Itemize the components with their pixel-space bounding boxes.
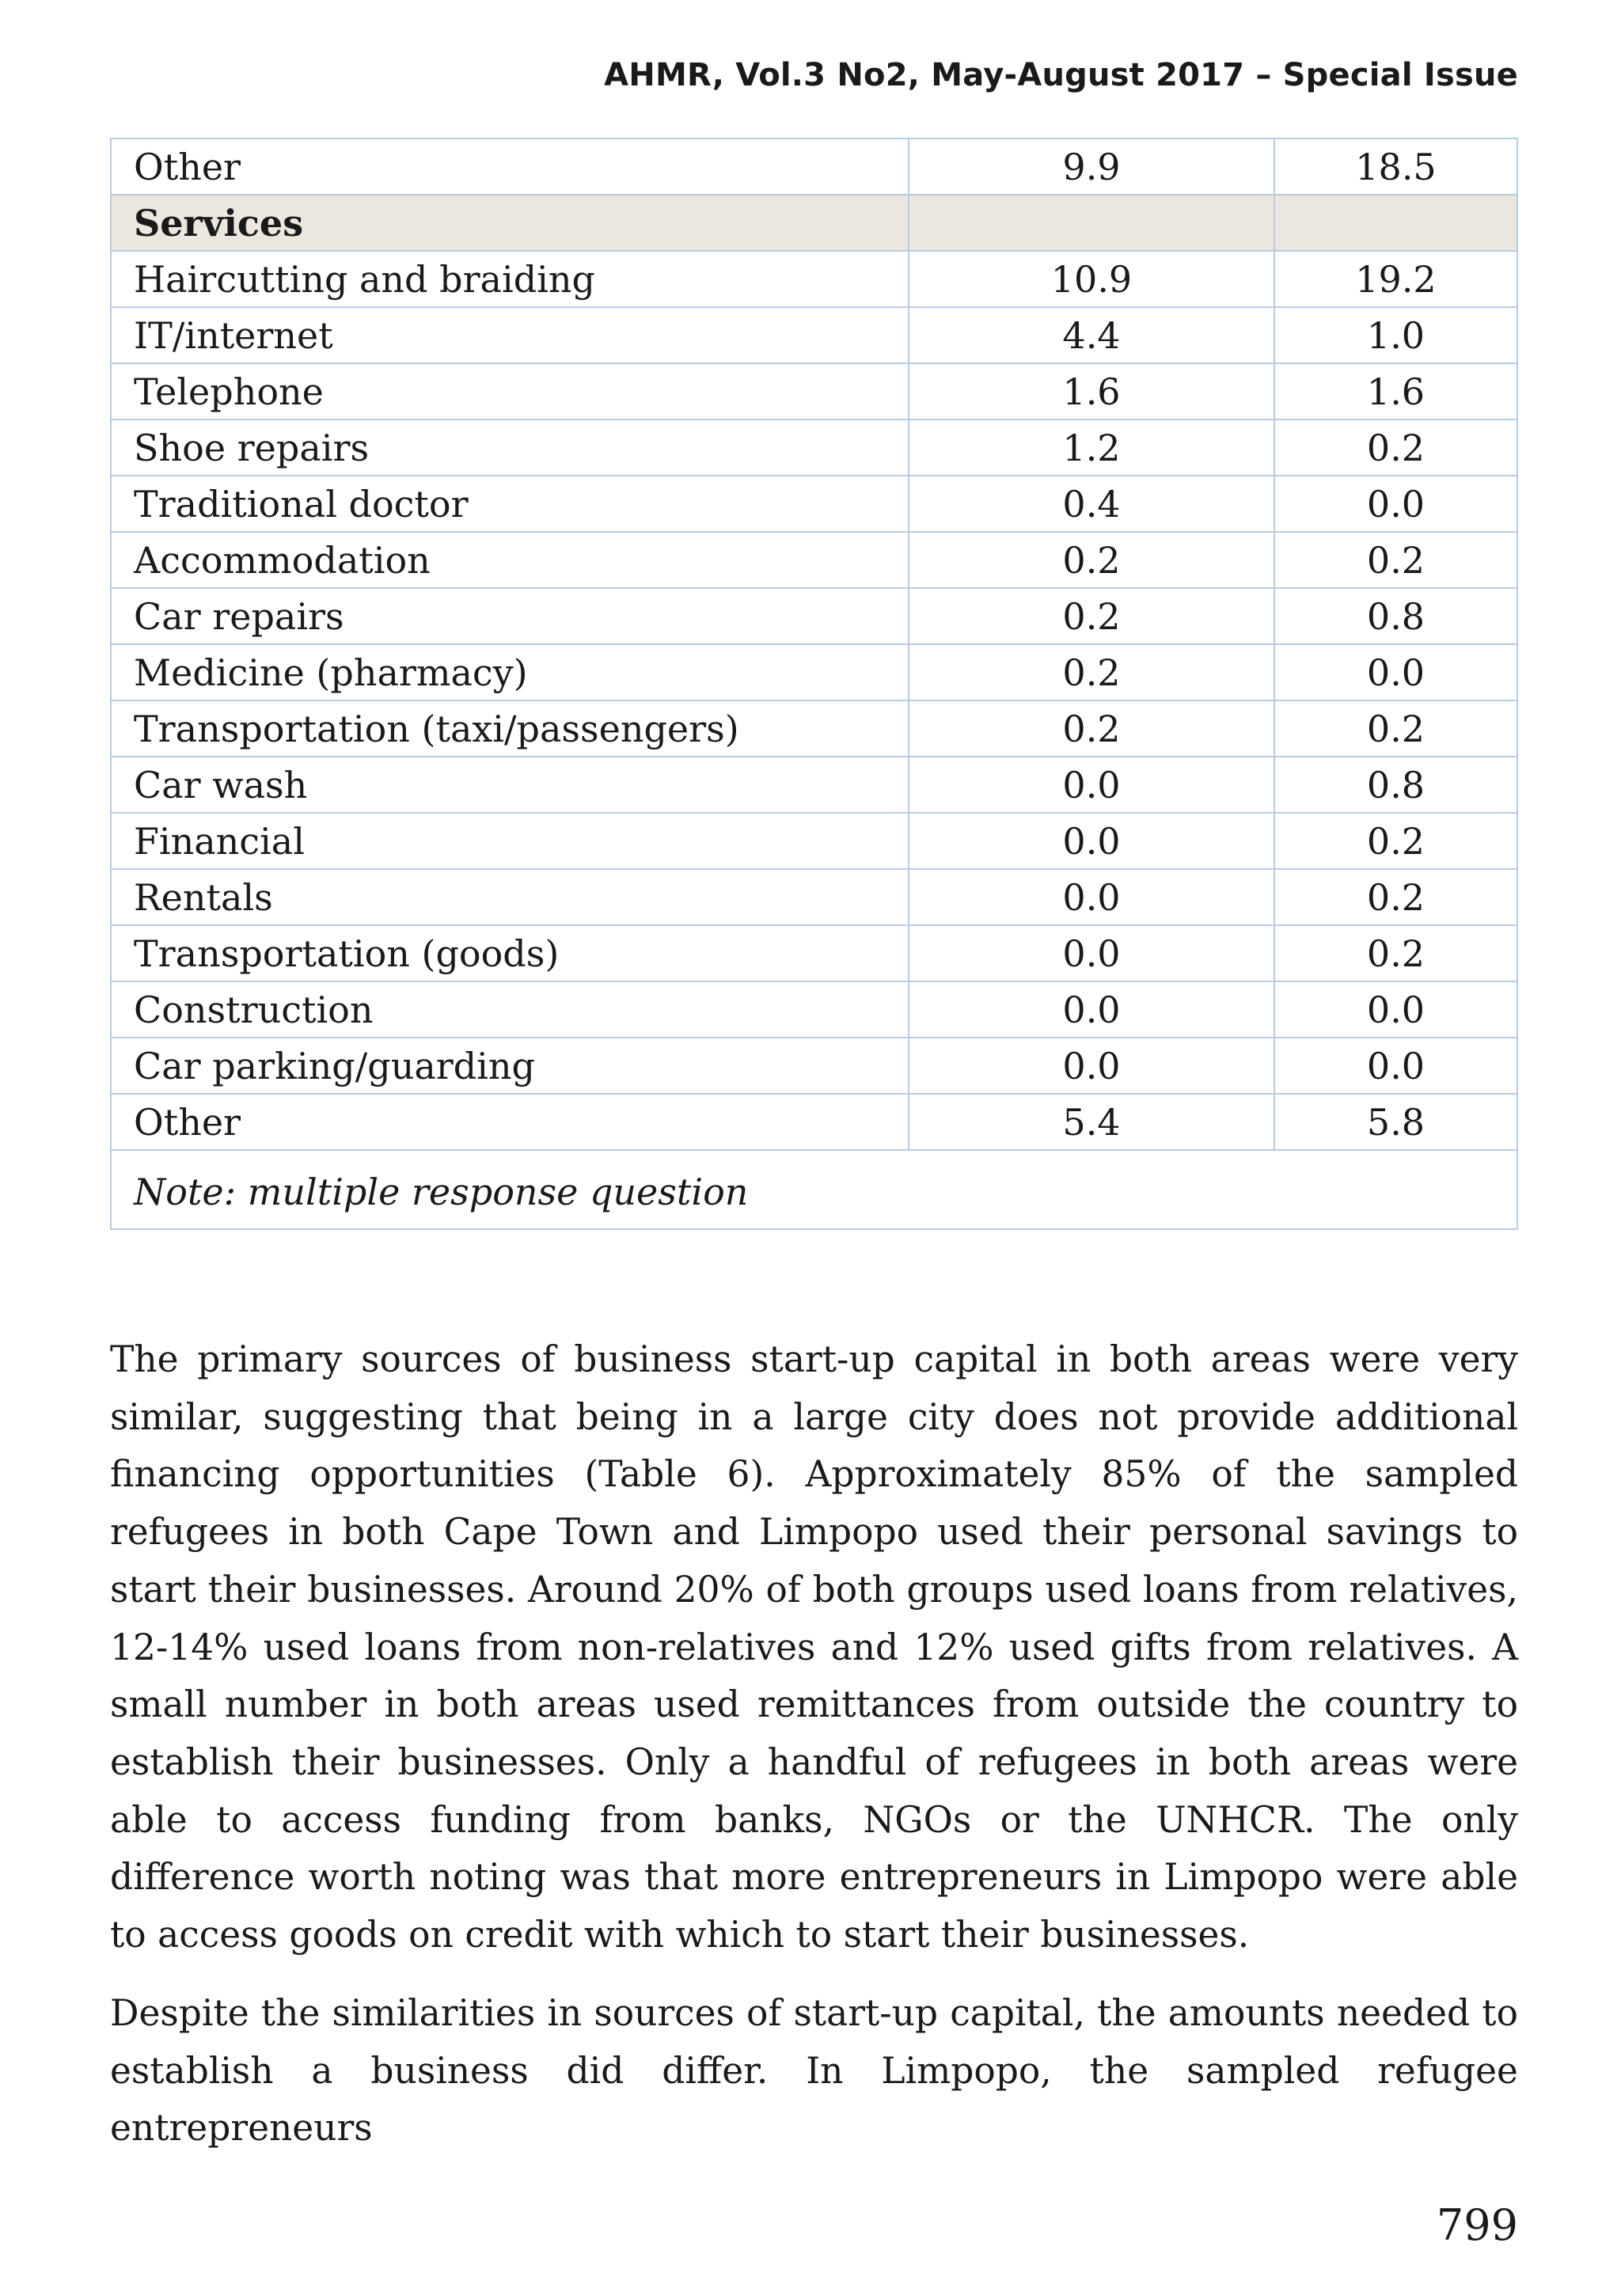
row-label: Construction xyxy=(111,981,909,1038)
value-col-2: 0.2 xyxy=(1274,869,1517,925)
value-col-1: 0.0 xyxy=(909,981,1274,1038)
row-label: Services xyxy=(111,195,909,251)
value-col-1: 5.4 xyxy=(909,1094,1274,1150)
value-col-2: 1.0 xyxy=(1274,307,1517,363)
running-header: AHMR, Vol.3 No2, May-August 2017 – Special Issue xyxy=(604,57,1518,93)
value-col-1: 0.0 xyxy=(909,869,1274,925)
value-col-1: 10.9 xyxy=(909,251,1274,307)
value-col-1: 4.4 xyxy=(909,307,1274,363)
services-table xyxy=(110,138,1518,1230)
table-row xyxy=(111,251,1517,307)
row-label: Telephone xyxy=(111,363,909,419)
value-col-2: 0.0 xyxy=(1274,476,1517,532)
value-col-2 xyxy=(1274,195,1517,251)
row-label: Traditional doctor xyxy=(111,476,909,532)
value-col-2: 18.5 xyxy=(1274,139,1517,195)
row-label: Financial xyxy=(111,813,909,869)
value-col-1: 0.2 xyxy=(909,588,1274,644)
value-col-1: 0.2 xyxy=(909,644,1274,700)
value-col-1: 0.2 xyxy=(909,532,1274,588)
row-label: Other xyxy=(111,1094,909,1150)
table-row xyxy=(111,307,1517,363)
row-label: Shoe repairs xyxy=(111,419,909,476)
value-col-2: 0.0 xyxy=(1274,981,1517,1038)
value-col-1: 1.2 xyxy=(909,419,1274,476)
value-col-2: 0.8 xyxy=(1274,757,1517,813)
table-row xyxy=(111,981,1517,1038)
table-row xyxy=(111,419,1517,476)
table-row xyxy=(111,813,1517,869)
row-label: Transportation (taxi/passengers) xyxy=(111,700,909,757)
row-label: Haircutting and braiding xyxy=(111,251,909,307)
row-label: IT/internet xyxy=(111,307,909,363)
table-row xyxy=(111,869,1517,925)
value-col-2: 5.8 xyxy=(1274,1094,1517,1150)
value-col-1 xyxy=(909,195,1274,251)
row-label: Rentals xyxy=(111,869,909,925)
table-row xyxy=(111,139,1517,195)
body-paragraph-1: The primary sources of business start-up capital in both areas were very similar, suggesting that being in a large city does not provide additional financing opportunities (Table 6). Approximately 85% of the sampled refugees in both Cape Town and Limpopo used their personal savings to start their businesses. Around 20% of both groups used loans from relatives, 12-14% used loans from non-relatives and 12% used gifts from relatives. A small number in both areas used remittances from outside the country to establish their businesses. Only a handful of refugees in both areas were able to access funding from banks, NGOs or the UNHCR. The only difference worth noting was that more entrepreneurs in Limpopo were able to access goods on credit with which to start their businesses. xyxy=(110,1338,1518,1956)
value-col-1: 0.0 xyxy=(909,1038,1274,1094)
table-row xyxy=(111,925,1517,981)
table-row xyxy=(111,644,1517,700)
row-label: Car wash xyxy=(111,757,909,813)
value-col-2: 0.0 xyxy=(1274,1038,1517,1094)
value-col-2: 0.2 xyxy=(1274,813,1517,869)
value-col-1: 0.0 xyxy=(909,813,1274,869)
table-note: Note: multiple response question xyxy=(111,1150,1517,1229)
value-col-2: 0.2 xyxy=(1274,925,1517,981)
row-label: Accommodation xyxy=(111,532,909,588)
value-col-1: 0.0 xyxy=(909,757,1274,813)
table-note-row xyxy=(111,1150,1517,1229)
body-paragraph-2: Despite the similarities in sources of start-up capital, the amounts needed to establish a business did differ. In Limpopo, the sampled refugee entrepreneurs xyxy=(110,1992,1518,2150)
value-col-2: 0.2 xyxy=(1274,532,1517,588)
value-col-1: 0.2 xyxy=(909,700,1274,757)
value-col-1: 0.0 xyxy=(909,925,1274,981)
row-label: Transportation (goods) xyxy=(111,925,909,981)
row-label: Medicine (pharmacy) xyxy=(111,644,909,700)
value-col-1: 1.6 xyxy=(909,363,1274,419)
row-label: Car repairs xyxy=(111,588,909,644)
value-col-1: 0.4 xyxy=(909,476,1274,532)
table-body xyxy=(111,139,1517,1229)
table-row xyxy=(111,700,1517,757)
table-row xyxy=(111,757,1517,813)
table-row xyxy=(111,588,1517,644)
table-row xyxy=(111,476,1517,532)
row-label: Car parking/guarding xyxy=(111,1038,909,1094)
page-number: 799 xyxy=(1436,2200,1518,2250)
table-row xyxy=(111,1094,1517,1150)
value-col-2: 19.2 xyxy=(1274,251,1517,307)
table-row xyxy=(111,532,1517,588)
row-label: Other xyxy=(111,139,909,195)
value-col-2: 0.0 xyxy=(1274,644,1517,700)
value-col-2: 0.2 xyxy=(1274,700,1517,757)
value-col-2: 0.8 xyxy=(1274,588,1517,644)
value-col-2: 1.6 xyxy=(1274,363,1517,419)
section-header-row xyxy=(111,195,1517,251)
table-row xyxy=(111,363,1517,419)
table-row xyxy=(111,1038,1517,1094)
value-col-2: 0.2 xyxy=(1274,419,1517,476)
value-col-1: 9.9 xyxy=(909,139,1274,195)
